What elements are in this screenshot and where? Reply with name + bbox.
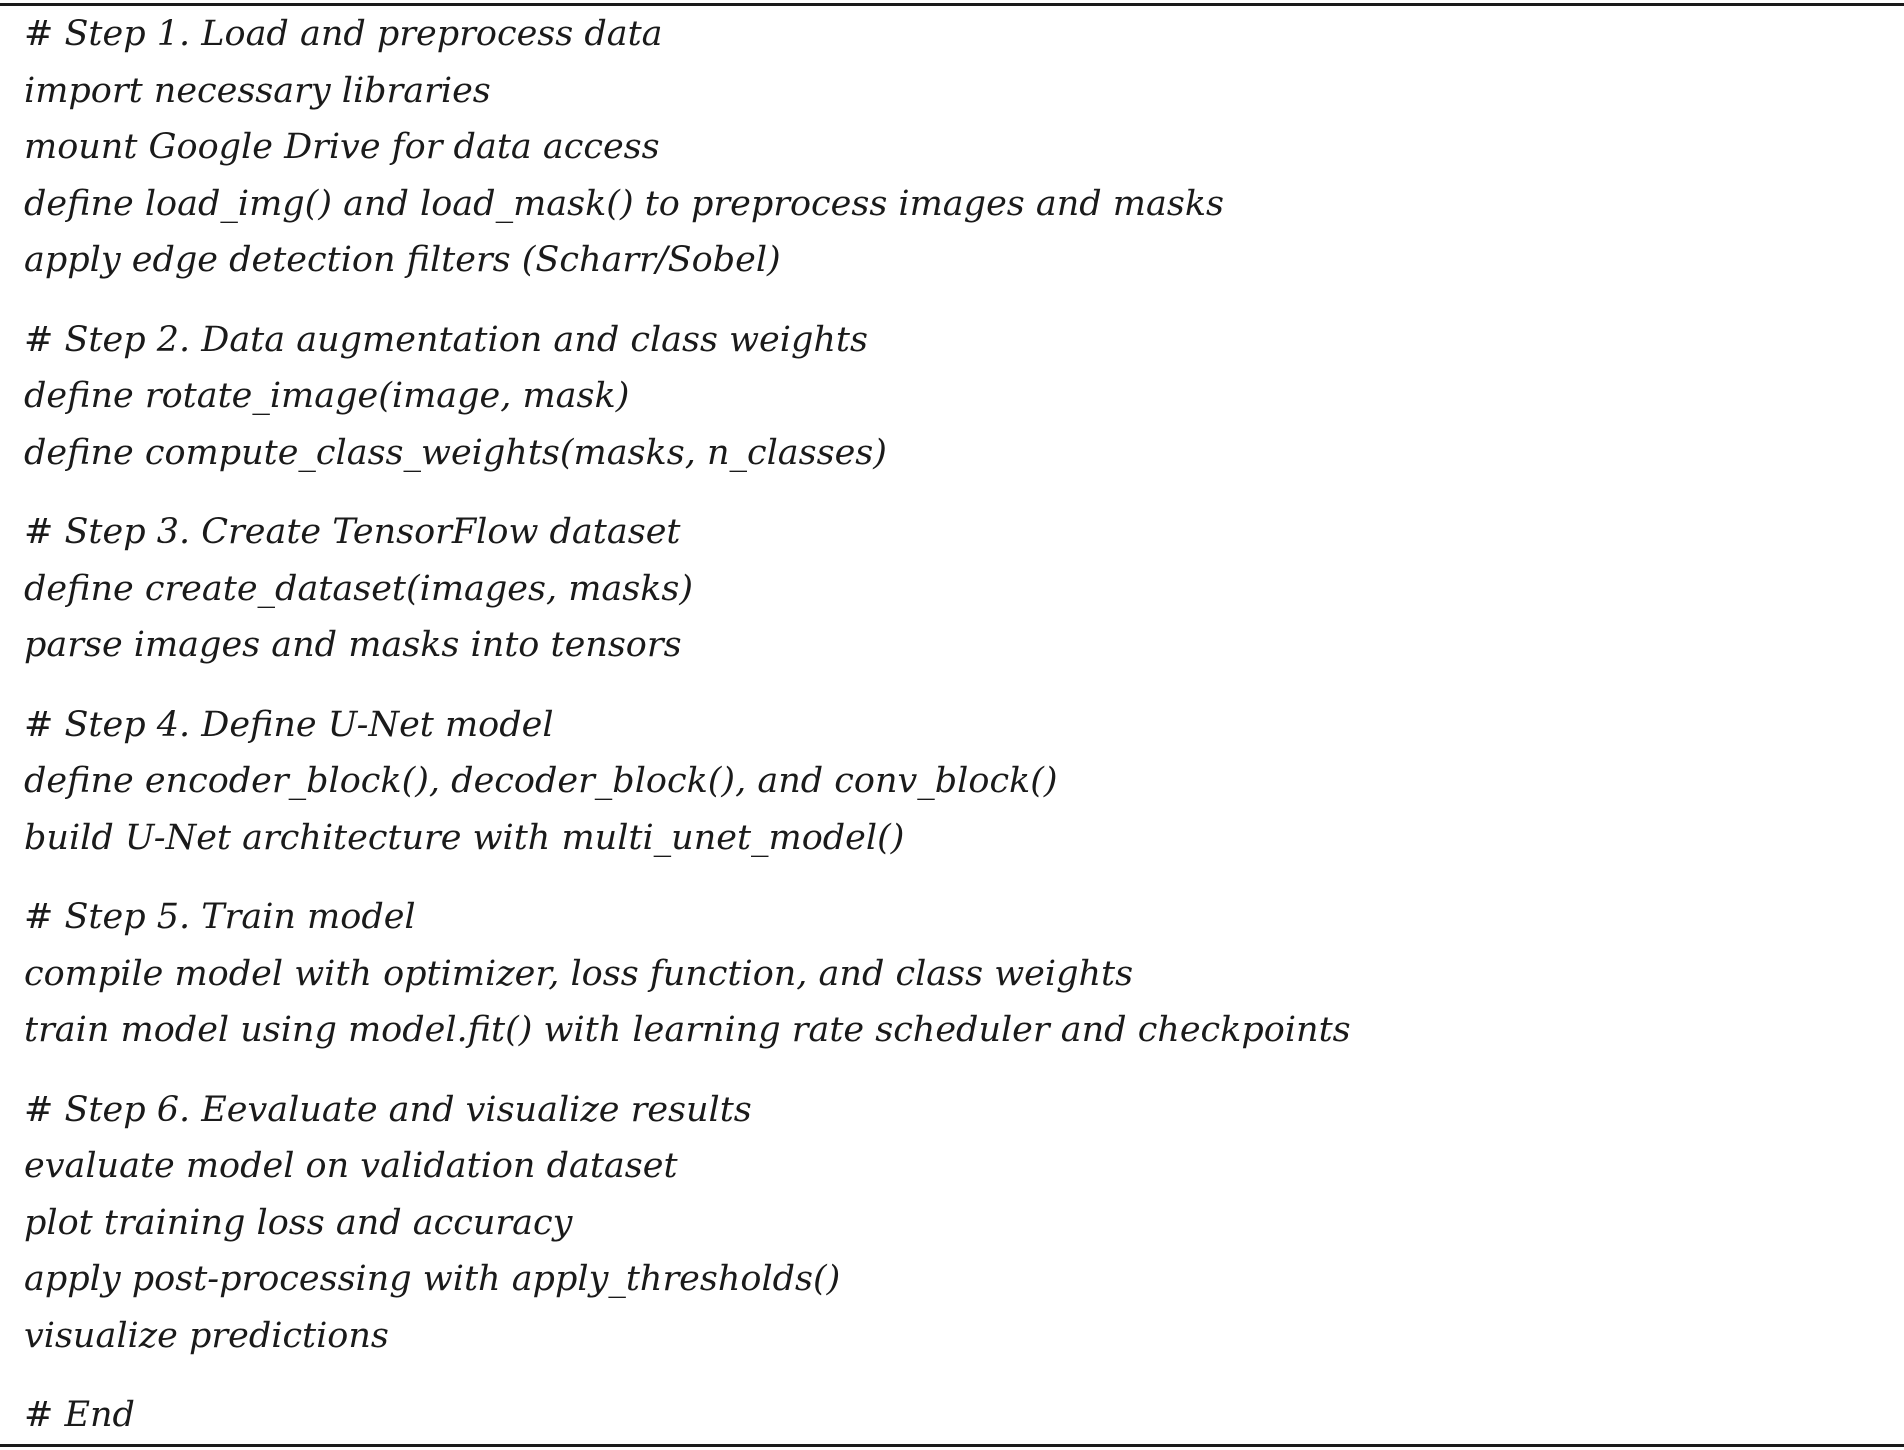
step-line: build U-Net architecture with multi_unet_model() <box>24 817 905 858</box>
step-line: mount Google Drive for data access <box>24 127 660 167</box>
step-line: define load_img() and load_mask() to preprocess images and masks <box>24 183 1224 224</box>
step-line: plot training loss and accuracy <box>24 1202 573 1243</box>
step-1-section <box>24 6 1884 289</box>
step-line: define compute_class_weights(masks, n_classes) <box>24 432 887 473</box>
step-4-section <box>24 697 1884 867</box>
step-line: define encoder_block(), decoder_block(), and conv_block() <box>24 761 1058 801</box>
step-line: train model using model.fit() with learning rate scheduler and checkpoints <box>24 1010 1351 1050</box>
end-marker: # End <box>24 1395 135 1435</box>
bottom-rule <box>0 1444 1904 1447</box>
step-heading: # Step 4. Define U-Net model <box>24 704 554 745</box>
step-heading: # Step 3. Create TensorFlow dataset <box>24 512 681 552</box>
step-line: define create_dataset(images, masks) <box>24 568 694 609</box>
step-line: apply edge detection filters (Scharr/Sobel) <box>24 240 781 280</box>
step-line: compile model with optimizer, loss function, and class weights <box>24 953 1134 994</box>
step-2-section <box>24 312 1884 482</box>
step-line: apply post-processing with apply_thresholds() <box>24 1259 841 1299</box>
step-heading: # Step 1. Load and preprocess data <box>24 14 663 54</box>
step-heading: # Step 2. Data augmentation and class weights <box>24 319 868 360</box>
step-line: define rotate_image(image, mask) <box>24 376 630 416</box>
algorithm-listing <box>24 6 1884 1444</box>
step-line: parse images and masks into tensors <box>24 625 682 665</box>
step-heading: # Step 6. Eevaluate and visualize results <box>24 1089 752 1130</box>
end-section <box>24 1387 1884 1444</box>
step-6-section <box>24 1082 1884 1365</box>
step-3-section <box>24 504 1884 674</box>
step-line: evaluate model on validation dataset <box>24 1146 678 1186</box>
step-line: visualize predictions <box>24 1315 389 1356</box>
step-5-section <box>24 889 1884 1059</box>
step-line: import necessary libraries <box>24 70 491 111</box>
step-heading: # Step 5. Train model <box>24 897 416 937</box>
